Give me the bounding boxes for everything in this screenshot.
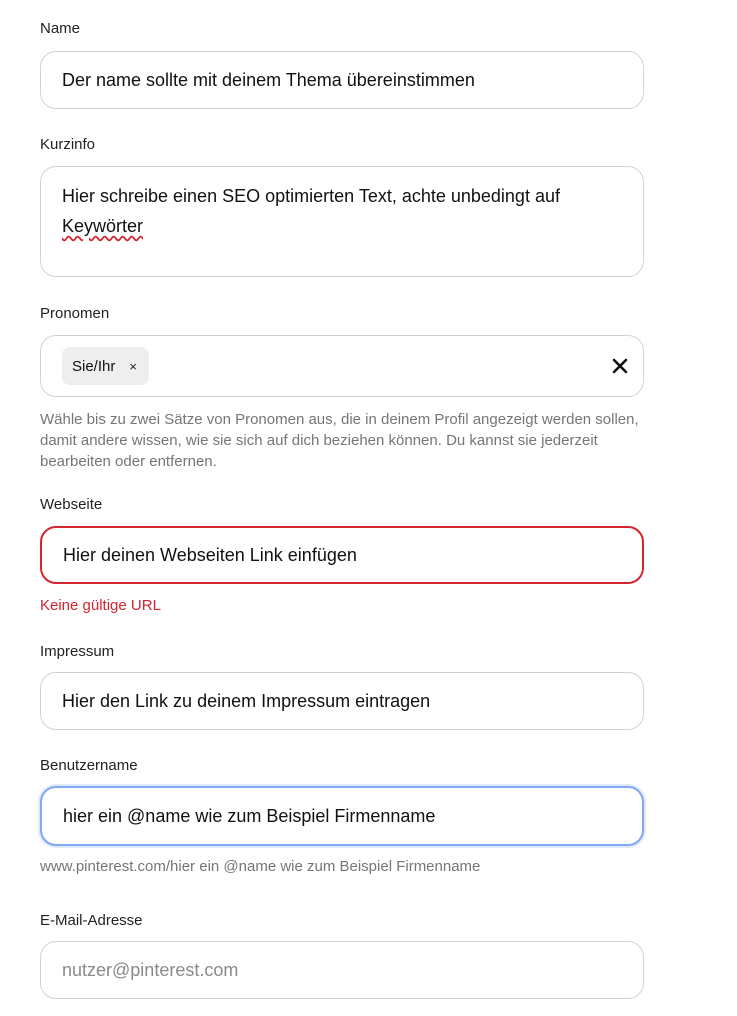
- impressum-label: Impressum: [40, 643, 115, 660]
- name-input[interactable]: [40, 51, 644, 109]
- webseite-error-message: Keine gültige URL: [40, 597, 161, 614]
- email-input[interactable]: [40, 941, 644, 999]
- benutzername-label: Benutzername: [40, 757, 138, 774]
- pronomen-label: Pronomen: [40, 305, 110, 322]
- pronoun-chip-label: Sie/Ihr: [72, 357, 116, 375]
- kurzinfo-textarea-value: [62, 181, 560, 241]
- chip-remove-icon[interactable]: ×: [129, 358, 137, 374]
- kurzinfo-keyword-text: Keywörter: [62, 216, 144, 236]
- webseite-label: Webseite: [40, 496, 103, 513]
- pronomen-help-text: Wähle bis zu zwei Sätze von Pronomen aus, die in deinem Profil angezeigt werden sollen, damit andere wissen, wie sie sich auf dich beziehen können. Du kannst sie jederzeit bearbeiten oder entfernen.: [40, 411, 639, 470]
- impressum-input-value: Hier den Link zu deinem Impressum eintragen: [62, 690, 431, 711]
- benutzername-help-text: www.pinterest.com/hier ein @name wie zum Beispiel Firmenname: [40, 858, 481, 875]
- webseite-input-value: Hier deinen Webseiten Link einfügen: [63, 544, 357, 565]
- pronoun-chip[interactable]: [62, 347, 149, 385]
- kurzinfo-textarea[interactable]: [40, 166, 644, 277]
- clear-pronouns-icon[interactable]: [611, 357, 629, 375]
- webseite-input[interactable]: [40, 526, 644, 584]
- name-input-value: Der name sollte mit deinem Thema übereinstimmen: [62, 69, 475, 90]
- email-placeholder: nutzer@pinterest.com: [62, 959, 239, 980]
- kurzinfo-label: Kurzinfo: [40, 136, 96, 153]
- kurzinfo-text: Hier schreibe einen SEO optimierten Text, achte unbedingt auf: [62, 186, 560, 206]
- impressum-input[interactable]: [40, 672, 644, 730]
- benutzername-input[interactable]: [40, 786, 644, 846]
- name-label: Name: [40, 20, 81, 37]
- benutzername-input-value: hier ein @name wie zum Beispiel Firmenname: [63, 805, 436, 826]
- email-label: E-Mail-Adresse: [40, 912, 143, 929]
- pronomen-select[interactable]: [40, 335, 644, 397]
